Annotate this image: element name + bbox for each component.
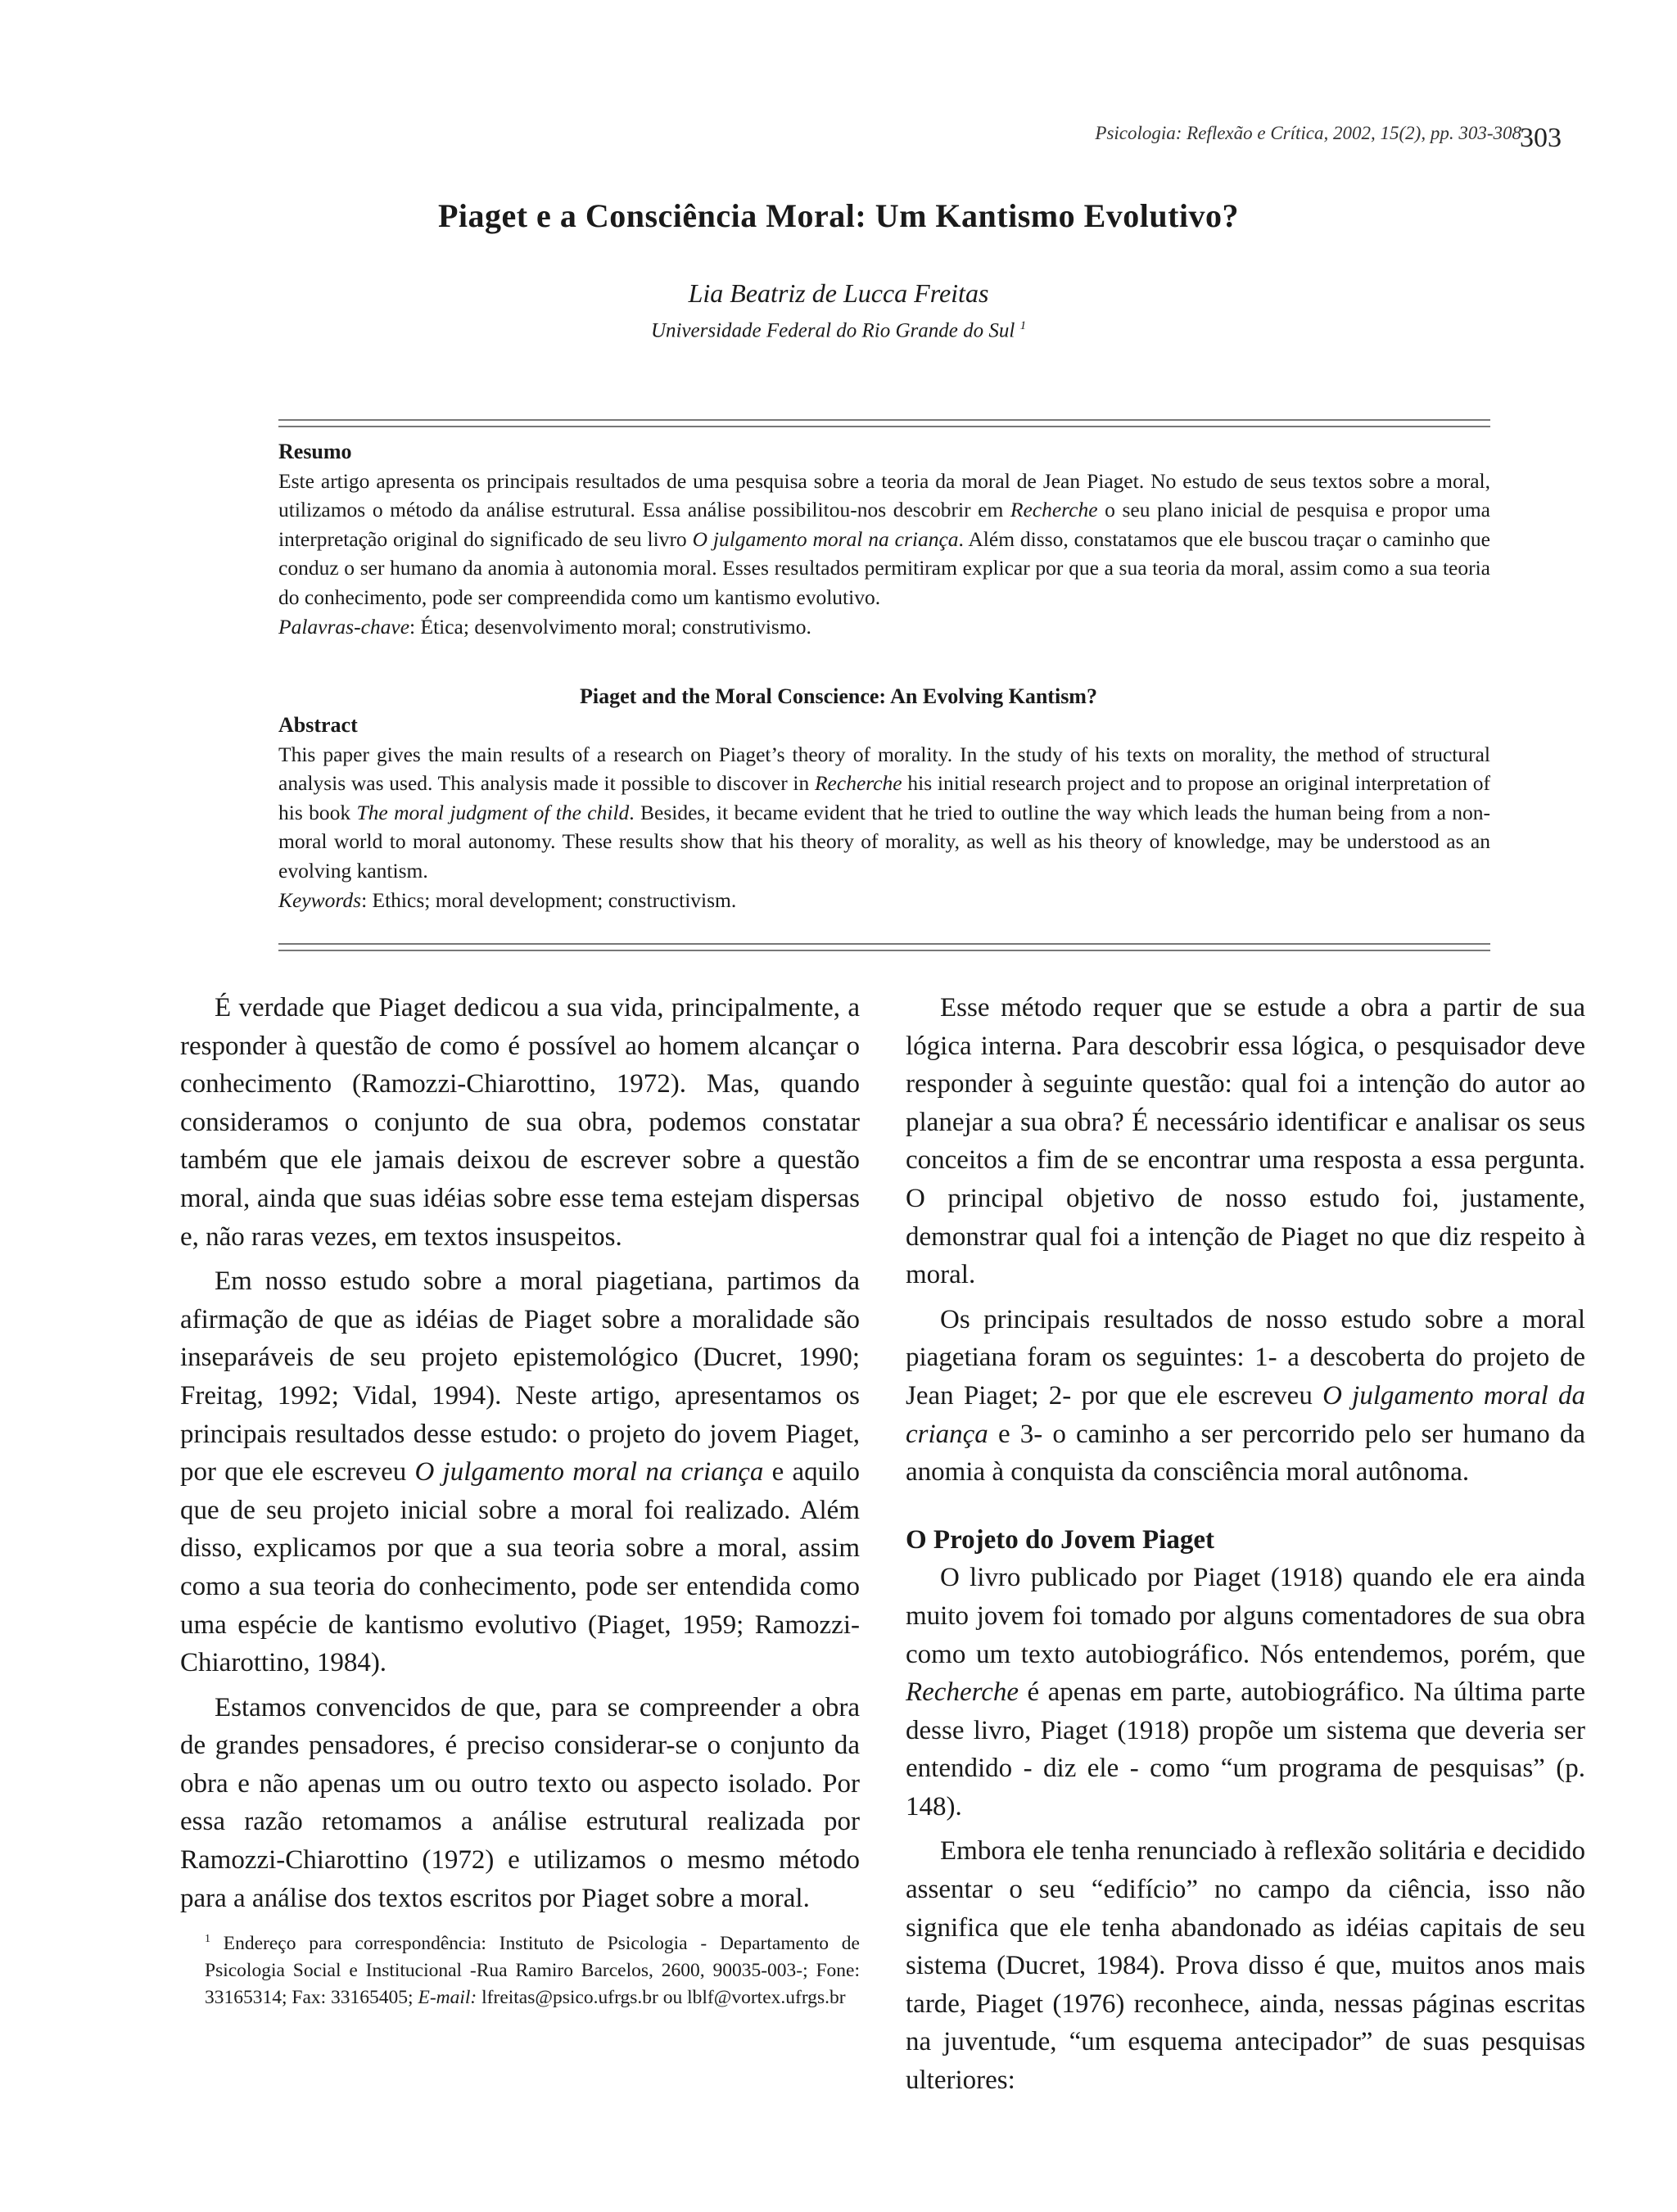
right-paragraph-1: Esse método requer que se estude a obra a partir de sua lógica interna. Para descobrir essa lógica, o pesquisador deve responder à seguinte questão: qual foi a intenção do autor ao planejar a sua obra? É necessário identificar e analisar os seus conceitos a fim de se encontrar uma resposta a essa pergunta. O principal objetivo de nosso estudo foi, justamente, demonstrar qual foi a intenção de Piaget no que diz respeito à moral.: [906, 993, 1585, 1290]
resumo-t1-italic: Recherche: [1010, 498, 1098, 522]
left-p2-italic: O julgamento moral na criança: [414, 1457, 764, 1487]
left-p2b: e aquilo que de seu projeto inicial sobre a moral foi realizado. Além disso, explicamos por que a sua teoria sobre a moral, assim como a sua teoria do conhecimento, pode ser entendida como uma espécie de kantismo evolutivo (Piaget, 1959; Ramozzi-Chiarottino, 1984).: [180, 1457, 860, 1678]
right-column: [906, 989, 1585, 2100]
page-number: 303: [1520, 123, 1562, 153]
author-name: Lia Beatriz de Lucca Freitas: [688, 278, 989, 308]
left-paragraph-2: [180, 1262, 860, 1682]
resumo-keywords-label: Palavras-chave: [278, 614, 410, 639]
footnote-email: lfreitas@psico.ufrgs.br ou lblf@vortex.ufrgs.br: [477, 1986, 846, 2008]
article-title: Piaget e a Consciência Moral: Um Kantismo Evolutivo?: [437, 197, 1240, 234]
abstract-keywords-label: Keywords: [278, 887, 362, 912]
running-head: Psicologia: Reflexão e Crítica, 2002, 15(2), pp. 303-308: [1095, 123, 1521, 143]
abstract-t2-italic: The moral judgment of the child: [356, 800, 630, 824]
top-rule-2: [278, 426, 1490, 427]
resumo-t3: . Além disso, constatamos que ele buscou traçar o caminho que conduz o ser humano da anomia à autonomia moral. Esses resultados permitiram explicar por que a sua teoria da moral, assim como a sua teoria do conhecimento, pode ser compreendida como um kantismo evolutivo.: [278, 526, 1490, 609]
right-p2a: Os principais resultados de nosso estudo sobre a moral piagetiana foram os seguintes: 1- a descoberta do projeto de Jean Piaget; 2- por que ele escreveu: [906, 1304, 1585, 1411]
left-p2a: Em nosso estudo sobre a moral piagetiana, partimos da afirmação de que as idéias de Piaget sobre a moralidade são inseparáveis de seu projeto epistemológico (Ducret, 1990; Freitag, 1992; Vidal, 1994). Neste artigo, apresentamos os principais resultados desse estudo: o projeto do jovem Piaget, por que ele escreveu: [180, 1266, 860, 1487]
bottom-rule-1: [278, 943, 1490, 945]
resumo-keywords-text: : Ética; desenvolvimento moral; construtivismo.: [409, 614, 811, 639]
left-paragraph-1: É verdade que Piaget dedicou a sua vida, principalmente, a responder à questão de como é possível ao homem alcançar o conhecimento (Ramozzi-Chiarottino, 1972). Mas, quando consideramos o conjunto de sua obra, podemos constatar também que ele jamais deixou de escrever sobre a questão moral, ainda que suas idéias sobre esse tema estejam dispersas e, não raras vezes, em textos insuspeitos.: [180, 993, 860, 1252]
right-p2-italic: O julgamento moral da criança: [906, 1380, 1585, 1449]
abstract-keywords: [278, 886, 1490, 915]
right-p3-italic: Recherche: [906, 1677, 1019, 1708]
resumo-keywords: [278, 612, 1490, 642]
abstract-t1-italic: Recherche: [814, 771, 902, 796]
english-title: Piaget and the Moral Conscience: An Evolving Kantism?: [580, 684, 1097, 708]
footnote-mark: 1: [205, 1933, 210, 1945]
footnote-text: Endereço para correspondência: Instituto de Psicologia - Departamento de Psicologia Social e Institucional -Rua Ramiro Barcelos, 2600, 90035-003-; Fone: 33165314; Fax: 33165405;: [205, 1932, 860, 2008]
resumo-t1: Este artigo apresenta os principais resultados de uma pesquisa sobre a teoria da moral de Jean Piaget. No estudo de seus textos sobre a moral, utilizamos o método da análise estrutural. Essa análise possibilitou-nos descobrir em: [278, 468, 1490, 522]
abstract-t3: . Besides, it became evident that he tried to outline the way which leads the human being from a non-moral world to moral autonomy. These results show that his theory of morality, as well as his theory of knowledge, may be understood as an evolving kantism.: [278, 800, 1490, 883]
right-paragraph-4: Embora ele tenha renunciado à reflexão solitária e decidido assentar o seu “edifício” no campo da ciência, isso não significa que ele tenha abandonado as idéias capitais de seu sistema (Ducret, 1984). Prova disso é que, muitos anos mais tarde, Piaget (1976) reconhece, ainda, nessas páginas escritas na juventude, “um esquema antecipador” de suas pesquisas ulteriores:: [906, 1836, 1585, 2096]
resumo-heading: Resumo: [278, 440, 352, 463]
right-p3b: é apenas em parte, autobiográfico. Na última parte desse livro, Piaget (1918) propõe um sistema que deveria ser entendido - diz ele - como “um programa de pesquisas” (p. 148).: [906, 1677, 1585, 1822]
author-affiliation: [0, 319, 1677, 342]
right-p2b: e 3- o caminho a ser percorrido pelo ser humano da anomia à conquista da consciência moral autônoma.: [906, 1419, 1585, 1487]
left-paragraph-3: Estamos convencidos de que, para se compreender a obra de grandes pensadores, é preciso considerar-se o conjunto da obra e não apenas um ou outro texto ou aspecto isolado. Por essa razão retomamos a análise estrutural realizada por Ramozzi-Chiarottino (1972) e utilizamos o mesmo método para a análise dos textos escritos por Piaget sobre a moral.: [180, 1692, 860, 1913]
affiliation-note-mark: 1: [1019, 319, 1027, 332]
section-heading: O Projeto do Jovem Piaget: [906, 1524, 1214, 1555]
right-paragraph-3: [906, 1559, 1585, 1826]
abstract-t2: his initial research project and to propose an original interpretation of his book: [278, 771, 1490, 824]
bottom-rule-2: [278, 950, 1490, 951]
footnote: [205, 1925, 860, 2011]
resumo-t2-italic: O julgamento moral na criança: [692, 526, 959, 551]
right-p3a: O livro publicado por Piaget (1918) quando ele era ainda muito jovem foi tomado por alguns comentadores de sua obra como um texto autobiográfico. Nós entendemos, porém, que: [906, 1563, 1585, 1669]
abstract-heading: Abstract: [278, 713, 358, 737]
abstract-block: [278, 711, 1490, 914]
abstract-t1: This paper gives the main results of a research on Piaget’s theory of morality. In the study of his texts on morality, the method of structural analysis was used. This analysis made it possible to discover in: [278, 742, 1490, 796]
resumo-text: [278, 467, 1490, 612]
footnote-email-label: E-mail:: [418, 1986, 477, 2008]
resumo-block: [278, 437, 1490, 641]
left-column: [180, 989, 860, 1917]
top-rule-1: [278, 419, 1490, 421]
affiliation-text: Universidade Federal do Rio Grande do Sul: [650, 319, 1015, 342]
abstract-text: [278, 740, 1490, 886]
abstract-keywords-text: : Ethics; moral development; constructivism.: [361, 887, 737, 912]
resumo-t2: o seu plano inicial de pesquisa e propor uma interpretação original do significado de seu livro: [278, 498, 1490, 551]
right-paragraph-2: [906, 1301, 1585, 1492]
